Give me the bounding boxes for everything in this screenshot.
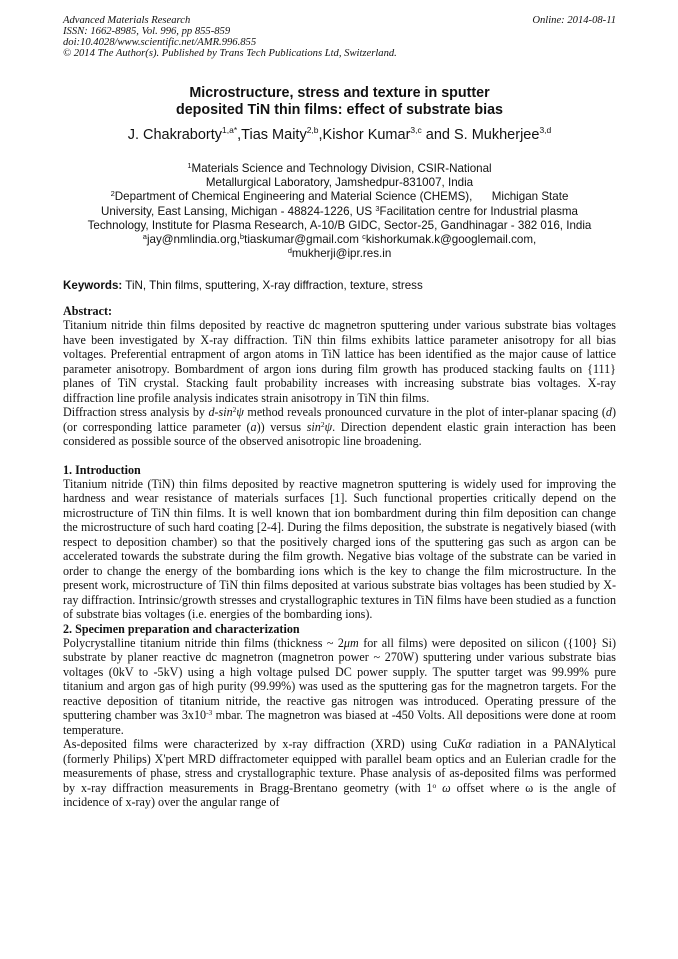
- math-run: ψ: [324, 419, 333, 434]
- affiliation-mark: 1: [187, 161, 192, 170]
- abstract-paragraph: [63, 405, 616, 448]
- author-name: J. Chakraborty: [127, 127, 223, 143]
- author-list: [63, 127, 616, 144]
- email-link[interactable]: tiaskumar@gmail.com: [244, 233, 363, 247]
- superscript: 2: [320, 419, 325, 429]
- email-link[interactable]: kishorkumak.k@googlemail.com,: [365, 233, 537, 247]
- issn-line: ISSN: 1662-8985, Vol. 996, pp 855-859: [63, 26, 231, 37]
- affiliation-line: [60, 205, 619, 219]
- affiliation-line: [60, 162, 619, 176]
- online-date: Online: 2014-08-11: [532, 15, 616, 26]
- specimen-paragraph: [63, 636, 616, 737]
- math-run: μm: [343, 635, 359, 650]
- email-link[interactable]: mukherji@ipr.res.in: [291, 247, 392, 261]
- text-run: radiation in a PANAlytical (formerly Philips) X'pert MRD diffractometer equipped with parallel beam optics and an Eulerian cradle for the measurements of phase, stress and crystallographic texture. Phase analysis of as-deposited films was performed by x-ray diffraction measurements in Bragg-Brentano geometry (with 1: [63, 737, 616, 795]
- running-header: [63, 15, 616, 59]
- superscript: o: [432, 780, 437, 790]
- text-run: Diffraction stress analysis by: [63, 405, 209, 420]
- superscript: 2: [232, 405, 237, 415]
- journal-name: Advanced Materials Research: [63, 15, 191, 26]
- math-run: d: [605, 405, 612, 420]
- email-mark: d: [287, 246, 292, 256]
- affiliation-text: Department of Chemical Engineering and Material Science (CHEMS), Michigan State: [114, 190, 569, 204]
- introduction-paragraph: Titanium nitride (TiN) thin films deposited by reactive magnetron sputtering is widely used for improving the hardness and wear resistance of materials surfaces [1]. Such functional properties critically depend on the microstructure of TiN thin films. It is well known that ion bombardment during thin film deposition can change the microstructure of such hard coating [2-4]. During the films deposition, the substrate is negatively biased (with respect to deposition chamber) so that the positively charged ions of the sputtering gas such as argon can be accelerated towards the substrate during the film growth. Negative bias voltage of the substrate can be varied in order to change the energy of the bombarding ions which is the key to change the film microstructure. In the present work, microstructure of TiN thin films deposited at various substrate bias voltages has been studied by X-ray diffraction. Intrinsic/growth stresses and crystallographic textures in TiN films have been studied as a function of substrate bias voltages (i.e. energies of the bombarding ions).: [63, 476, 616, 622]
- author-name: ,Kishor Kumar: [318, 127, 411, 143]
- text-run: As-deposited films were characterized by x-ray diffraction (XRD) using Cu: [63, 737, 458, 752]
- math-run: ω: [436, 780, 451, 795]
- author-affiliation-mark: 3,d: [539, 125, 552, 135]
- email-line: [60, 233, 619, 247]
- email-mark: b: [239, 232, 245, 242]
- affiliation-mark: 2: [110, 189, 115, 199]
- paper-title: [63, 85, 616, 119]
- copyright-line: © 2014 The Author(s). Published by Trans Tech Publications Ltd, Switzerland.: [63, 48, 397, 59]
- section-heading-specimen: 2. Specimen preparation and characterization: [63, 621, 300, 636]
- text-run: for all films) were deposited on silicon ({100} Si) substrate by planer reactive dc magnetron (magnetron power ~ 270W) sputtering under various substrate bias voltages (0kV to -5kV) using a high voltage pulsed DC power supply. The sputter target was 99.99% pure titanium and argon gas of high purity (99.99%) was used as the sputtering gas for the magnetron targets. For the reactive deposition of titanium nitride, the reactive gas nitrogen was introduced. Operating pressure of the sputtering chamber was 3x10: [63, 635, 616, 723]
- email-mark: a: [142, 232, 147, 242]
- keywords-text: TiN, Thin films, sputtering, X-ray diffraction, texture, stress: [122, 279, 423, 292]
- abstract-paragraph: Titanium nitride thin films deposited by reactive dc magnetron sputtering under various substrate bias voltages have been investigated by X-ray diffraction. TiN thin films exhibits lattice parameter anisotropy for all bias voltages. Preferential entrapment of argon atoms in TiN lattice has been identified as the major cause of lattice parameter anisotropy. Bombardment of argon ions during film growth has produced stacking faults on {111} planes of TiN crystal. Stacking fault probability increases with increasing substrate bias voltages. X-ray diffraction line profile analysis indicates strain anisotropy in TiN thin films.: [63, 318, 616, 405]
- text-run: mbar. The magnetron was biased at -450 Volts. All depositions were done at room temperature.: [63, 708, 616, 737]
- math-run: a: [250, 419, 257, 434]
- section-gap: [63, 449, 616, 463]
- author-name: ,Tias Maity: [237, 127, 307, 143]
- title-line-1: Microstructure, stress and texture in sputter: [189, 85, 490, 101]
- text-run: . Direction dependent elastic grain interaction has been considered as possible source of the observed anisotropic line broadening.: [63, 419, 616, 449]
- keywords-label: Keywords:: [63, 279, 123, 292]
- keywords: [63, 279, 616, 293]
- affiliations: [60, 162, 619, 261]
- author-affiliation-mark: 2,b: [306, 125, 319, 135]
- text-run: Polycrystalline titanium nitride thin films (thickness ~ 2: [63, 635, 344, 650]
- math-run: sin: [306, 419, 321, 434]
- affiliation-line: [60, 190, 619, 204]
- superscript: -3: [206, 708, 213, 718]
- abstract-heading: Abstract:: [63, 304, 113, 318]
- affiliation-text: Facilitation centre for Industrial plasma: [379, 204, 578, 218]
- math-run: Kα: [457, 737, 472, 752]
- text-run: ) (or corresponding lattice parameter (: [63, 405, 616, 434]
- email-line: [60, 247, 619, 261]
- author-name: and S. Mukherjee: [421, 127, 540, 143]
- email-mark: c: [362, 232, 366, 242]
- text-run: method reveals pronounced curvature in the plot of inter-planar spacing (: [243, 405, 606, 420]
- affiliation-text: Materials Science and Technology Division, CSIR-National: [191, 162, 492, 175]
- affiliation-text: University, East Lansing, Michigan - 48824-1226, US: [101, 204, 376, 218]
- text-run: offset where ω is the angle of incidence of x-ray) over the angular range of: [63, 780, 616, 809]
- section-heading-introduction: 1. Introduction: [63, 462, 141, 477]
- author-affiliation-mark: 1,a*: [222, 125, 238, 135]
- math-run: ψ: [236, 405, 244, 420]
- paper-body: [63, 304, 616, 809]
- email-link[interactable]: jay@nmlindia.org,: [146, 233, 240, 247]
- affiliation-mark: 3: [375, 203, 380, 213]
- specimen-paragraph: [63, 737, 616, 809]
- title-line-2: deposited TiN thin films: effect of substrate bias: [175, 102, 504, 118]
- text-run: )) versus: [256, 419, 307, 434]
- math-run: d-sin: [208, 405, 233, 420]
- author-affiliation-mark: 3,c: [410, 125, 422, 135]
- doi-line: doi:10.4028/www.scientific.net/AMR.996.855: [63, 37, 257, 48]
- affiliation-line: Metallurgical Laboratory, Jamshedpur-831007, India: [205, 176, 474, 190]
- affiliation-line: Technology, Institute for Plasma Research, A-10/B GIDC, Sector-25, Gandhinagar - 382 016, India: [87, 218, 592, 232]
